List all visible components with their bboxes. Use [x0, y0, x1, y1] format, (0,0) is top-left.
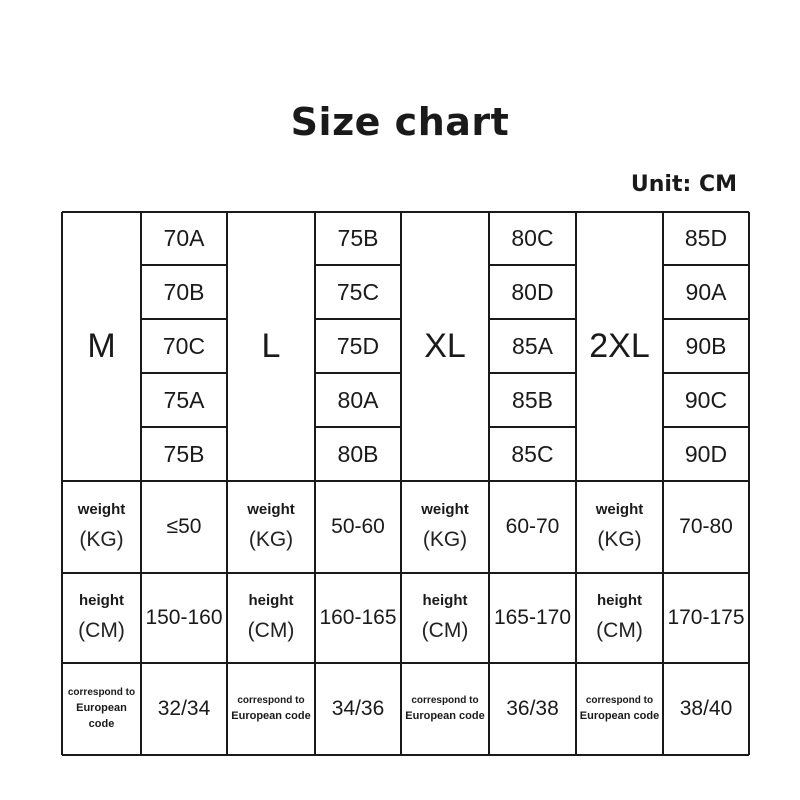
page-title: Size chart [290, 100, 510, 144]
weight-unit-text: (KG) [422, 528, 468, 551]
height-value: 150-160 [145, 606, 223, 629]
height-label-text: height [422, 592, 468, 609]
size-name: XL [424, 327, 466, 365]
european-code-label-bottom: European code [405, 710, 485, 722]
cup-size: 80C [511, 225, 554, 251]
weight-unit-text: (KG) [597, 528, 642, 551]
european-code-label-bottom: European code [76, 702, 127, 730]
height-label-text: height [597, 592, 642, 609]
european-code-label [227, 663, 315, 755]
height-unit-text: (CM) [247, 619, 295, 642]
cup-size: 90B [685, 332, 727, 359]
european-code-label-bottom: European code [231, 710, 311, 722]
european-code-value: 34/36 [331, 697, 385, 720]
weight-value: 70-80 [679, 515, 733, 538]
weight-value: 60-70 [505, 515, 560, 538]
cup-size: 85A [512, 332, 553, 359]
size-name: L [261, 327, 281, 365]
european-code-label-bottom: European code [579, 710, 660, 722]
european-code-label-top: correspond to [585, 695, 654, 706]
cup-size: 75D [336, 332, 380, 359]
european-code-label-top: correspond to [67, 687, 136, 698]
cup-size: 90A [685, 278, 727, 305]
cup-size: 85D [684, 225, 728, 251]
cup-size: 85B [512, 386, 553, 413]
height-unit-text: (CM) [596, 619, 643, 642]
height-value: 165-170 [493, 606, 572, 629]
weight-label [576, 481, 663, 573]
cup-size: 75A [163, 386, 205, 413]
cup-size: 80A [337, 386, 379, 413]
european-code-label-top: correspond to [411, 695, 479, 706]
height-value: 160-165 [319, 606, 397, 629]
height-label [576, 573, 663, 663]
cup-size: 70C [162, 332, 206, 359]
weight-unit-text: (KG) [79, 528, 124, 551]
size-name: M [87, 327, 116, 365]
weight-label [62, 481, 141, 573]
cup-size: 80B [337, 440, 379, 467]
height-value: 170-175 [667, 606, 745, 629]
unit-label: Unit: CM [630, 172, 737, 197]
weight-label-text: weight [77, 501, 126, 518]
weight-value: 50-60 [331, 515, 385, 538]
cup-size: 75B [163, 440, 205, 467]
weight-value: ≤50 [166, 515, 202, 538]
weight-label-text: weight [595, 501, 644, 518]
european-code-label [62, 663, 141, 755]
weight-label [401, 481, 489, 573]
size-name: 2XL [589, 327, 650, 365]
cup-size: 75C [336, 278, 380, 305]
height-label [62, 573, 141, 663]
european-code-value: 32/34 [157, 697, 211, 720]
cup-size: 70B [163, 278, 205, 305]
european-code-label [576, 663, 663, 755]
cup-size: 85C [511, 440, 554, 467]
cup-size: 75B [337, 225, 379, 251]
weight-label-text: weight [247, 501, 295, 518]
cup-size: 80D [511, 278, 554, 305]
height-unit-text: (CM) [78, 619, 125, 642]
height-label-text: height [248, 592, 294, 609]
weight-unit-text: (KG) [248, 528, 294, 551]
cup-size: 90C [684, 386, 728, 413]
height-label [401, 573, 489, 663]
european-code-value: 38/40 [679, 697, 733, 720]
cup-size: 70A [163, 225, 205, 251]
height-unit-text: (CM) [421, 619, 469, 642]
cup-size: 90D [684, 440, 728, 467]
european-code-label-top: correspond to [237, 695, 305, 706]
weight-label-text: weight [421, 501, 469, 518]
european-code-value: 36/38 [506, 697, 559, 720]
weight-label [227, 481, 315, 573]
height-label-text: height [79, 592, 124, 609]
european-code-label [401, 663, 489, 755]
height-label [227, 573, 315, 663]
